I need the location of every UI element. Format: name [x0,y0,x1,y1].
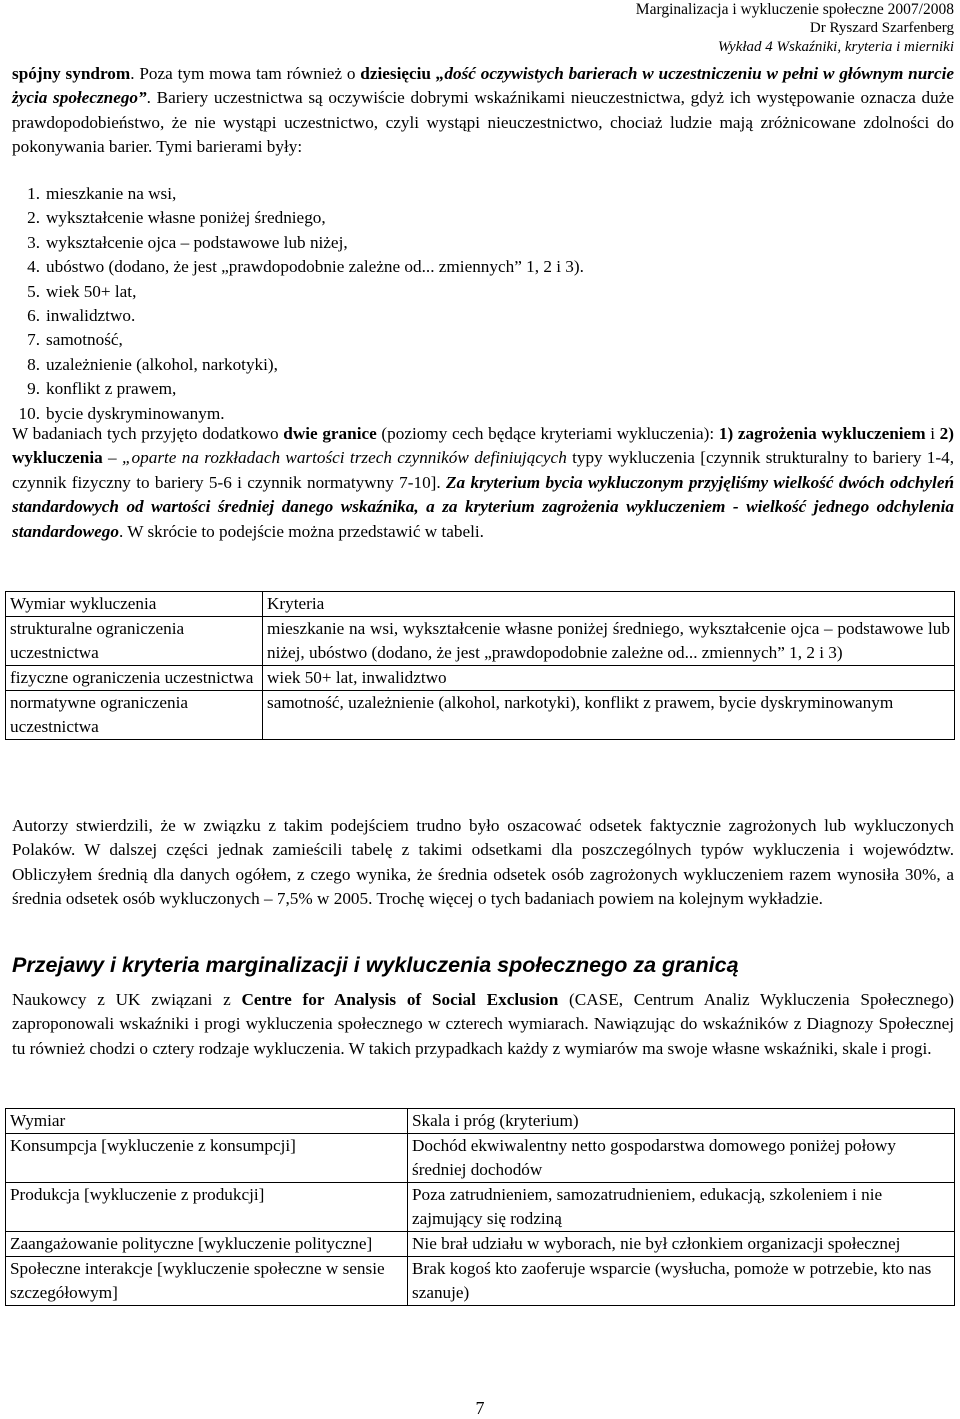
table-header-row [6,1109,955,1134]
list-item-number: 9. [27,379,40,399]
method-bold-2: 1) zagrożenia wykluczeniem [718,424,926,443]
case-paragraph [12,988,954,1061]
list-item-text: ubóstwo (dodano, że jest „prawdopodobnie zależne od... zmiennych” 1, 2 i 3). [46,257,584,277]
table-row [6,691,955,740]
method-italic: „oparte na rozkładach wartości trzech czynników definiujących [122,448,567,468]
table-cell: Poza zatrudnieniem, samozatrudnieniem, edukacją, szkoleniem i nie zajmujący się rodziną [408,1183,955,1232]
table-cell: Zaangażowanie polityczne [wykluczenie polityczne] [6,1232,408,1257]
list-item-text: samotność, [46,330,123,350]
table-cell: samotność, uzależnienie (alkohol, narkotyki), konflikt z prawem, bycie dyskryminowanym [263,691,955,740]
list-item-number: 3. [27,232,40,252]
list-item-number: 4. [27,257,40,277]
list-item-text: wiek 50+ lat, [46,281,137,301]
table-row [6,617,955,666]
list-item-text: inwalidztwo. [46,306,136,326]
list-item-text: bycie dyskryminowanym. [46,403,225,423]
table-cell: normatywne ograniczenia uczestnictwa [6,691,263,740]
list-item [14,206,584,230]
table-header-cell: Kryteria [263,592,955,617]
intro-bold-2: dziesięciu [360,64,431,83]
list-item [14,304,584,328]
table-cell: Produkcja [wykluczenie z produkcji] [6,1183,408,1232]
method-text-5: typy wykluczenia [czynnik strukturalny to bariery 1-4, czynnik fizyczny to bariery 5-6 i czynnik normatywny 7-10]. [12,448,955,492]
header-lecture-prefix: Wykład 4 [717,39,777,55]
list-item-text: uzależnienie (alkohol, narkotyki), [46,354,278,374]
list-item-text: mieszkanie na wsi, [46,184,177,203]
running-header [636,0,954,57]
list-item [14,280,584,304]
intro-paragraph [12,62,954,160]
table-cell: wiek 50+ lat, inwalidztwo [263,666,955,691]
list-item [14,182,584,206]
method-paragraph [12,422,954,544]
list-item-number: 7. [27,330,40,350]
table-header-cell: Wymiar wykluczenia [6,592,263,617]
header-lecture-title: Wskaźniki, kryteria i mierniki [776,39,954,55]
case-text-1: Naukowcy z UK związani z [12,990,242,1009]
header-course: Marginalizacja i wykluczenie społeczne 2007/2008 [635,1,954,18]
table-cell: fizyczne ograniczenia uczestnictwa [6,666,263,691]
list-item [14,231,584,255]
list-item [14,255,584,279]
case-bold: Centre for Analysis of Social Exclusion [241,990,559,1009]
case-dimensions-table [5,1108,955,1306]
table-row [6,666,955,691]
method-text-4: – [102,448,122,468]
table-row [6,1257,955,1306]
table-row [6,1134,955,1183]
method-text-1: W badaniach tych przyjęto dodatkowo [12,424,284,443]
list-item-number: 6. [27,306,40,326]
exclusion-criteria-table [5,591,955,740]
header-author: Dr Ryszard Szarfenberg [809,20,954,36]
table-cell: Nie brał udziału w wyborach, nie był członkiem organizacji społecznej [408,1232,955,1257]
intro-bold-italic: „dość oczywistych barierach w uczestniczeniu w pełni w głównym nurcie życia społecznego” [12,64,955,108]
table-row [6,1183,955,1232]
list-item-number: 10. [18,403,40,423]
list-item-number: 8. [27,354,40,374]
header-lecture [636,38,954,57]
method-bold-italic: Za kryterium bycia wykluczonym przyjęliśmy wielkość dwóch odchyleń standardowych od wartości średniej danego wskaźnika, a za kryterium zagrożenia wykluczeniem - wielkość jednego odchylenia standardowego [12,472,955,541]
list-item-text: konflikt z prawem, [46,379,177,399]
method-text-6: . W skrócie to podejście można przedstawić w tabeli. [118,521,484,541]
section-heading: Przejawy i kryteria marginalizacji i wykluczenia społecznego za granicą [12,953,739,977]
table-cell: Społeczne interakcje [wykluczenie społeczne w sensie szczegółowym] [6,1257,408,1306]
list-item-number: 2. [27,208,40,228]
page-number: 7 [475,1398,485,1418]
list-item-text: wykształcenie własne poniżej średniego, [46,208,326,228]
table-cell: Konsumpcja [wykluczenie z konsumpcji] [6,1134,408,1183]
method-bold-1: dwie granice [283,424,377,443]
table-cell: Brak kogoś kto zaoferuje wsparcie (wysłucha, pomoże w potrzebie, kto nas szanuje) [408,1257,955,1306]
table-header-cell: Wymiar [6,1109,408,1134]
table-header-cell: Skala i próg (kryterium) [408,1109,955,1134]
intro-text-1: . Poza tym mowa tam również o [130,64,361,83]
list-item [14,328,584,352]
table-header-row [6,592,955,617]
list-item-text: wykształcenie ojca – podstawowe lub niżej, [46,232,348,252]
findings-paragraph: Autorzy stwierdzili, że w związku z takim podejściem trudno było oszacować odsetek faktycznie zagrożonych lub wykluczonych Polaków. W dalszej części jednak zamieścili tabelę z takimi odsetkami dla poszczególnych typów wykluczenia i województw. Obliczyłem średnią dla danych ogółem, z czego wynika, że średnia odsetek osób zagrożonych wykluczeniem razem wynosiła 30%, a średnia odsetek osób wykluczonych – 7,5% w 2005. Trochę więcej o tych badaniach powiem na kolejnym wykładzie. [12,816,954,909]
list-item-number: 5. [27,281,40,301]
table-cell: strukturalne ograniczenia uczestnictwa [6,617,263,666]
list-item-number: 1. [27,184,40,203]
method-text-2: (poziomy cech będące kryteriami wykluczenia): [376,424,719,443]
case-text-2: (CASE, Centrum Analiz Wykluczenia Społecznego) zaproponowali wskaźniki i progi wykluczenia społecznego w czterech wymiarach. Nawiązując do wskaźników z Diagnozy Społecznej tu również chodzi o cztery rodzaje wykluczenia. W takich przypadkach każdy z wymiarów ma swoje własne wskaźniki, skale i progi. [12,990,954,1058]
intro-text-3: . Bariery uczestnictwa są oczywiście dobrymi wskaźnikami nieuczestnictwa, gdyż ich występowanie oznacza duże prawdopodobieństwo, że nie wystąpi uczestnictwo, czyli wystąpi nieuczestnictwo, chociaż ludzie mają zróżnicowane zdolności do pokonywania barier. Tymi barierami były: [12,88,954,157]
barrier-list [14,182,584,426]
intro-bold-1: spójny syndrom [12,64,131,83]
list-item [14,353,584,377]
table-cell: mieszkanie na wsi, wykształcenie własne poniżej średniego, wykształcenie ojca – podstawowe lub niżej, ubóstwo (dodano, że jest „prawdopodobnie zależne od... zmiennych” 1, 2 i 3) [263,617,955,666]
method-text-3: i [925,424,940,443]
table-row [6,1232,955,1257]
list-item [14,377,584,401]
method-bold-3: 2) wykluczenia [12,424,954,468]
table-cell: Dochód ekwiwalentny netto gospodarstwa domowego poniżej połowy średniej dochodów [408,1134,955,1183]
